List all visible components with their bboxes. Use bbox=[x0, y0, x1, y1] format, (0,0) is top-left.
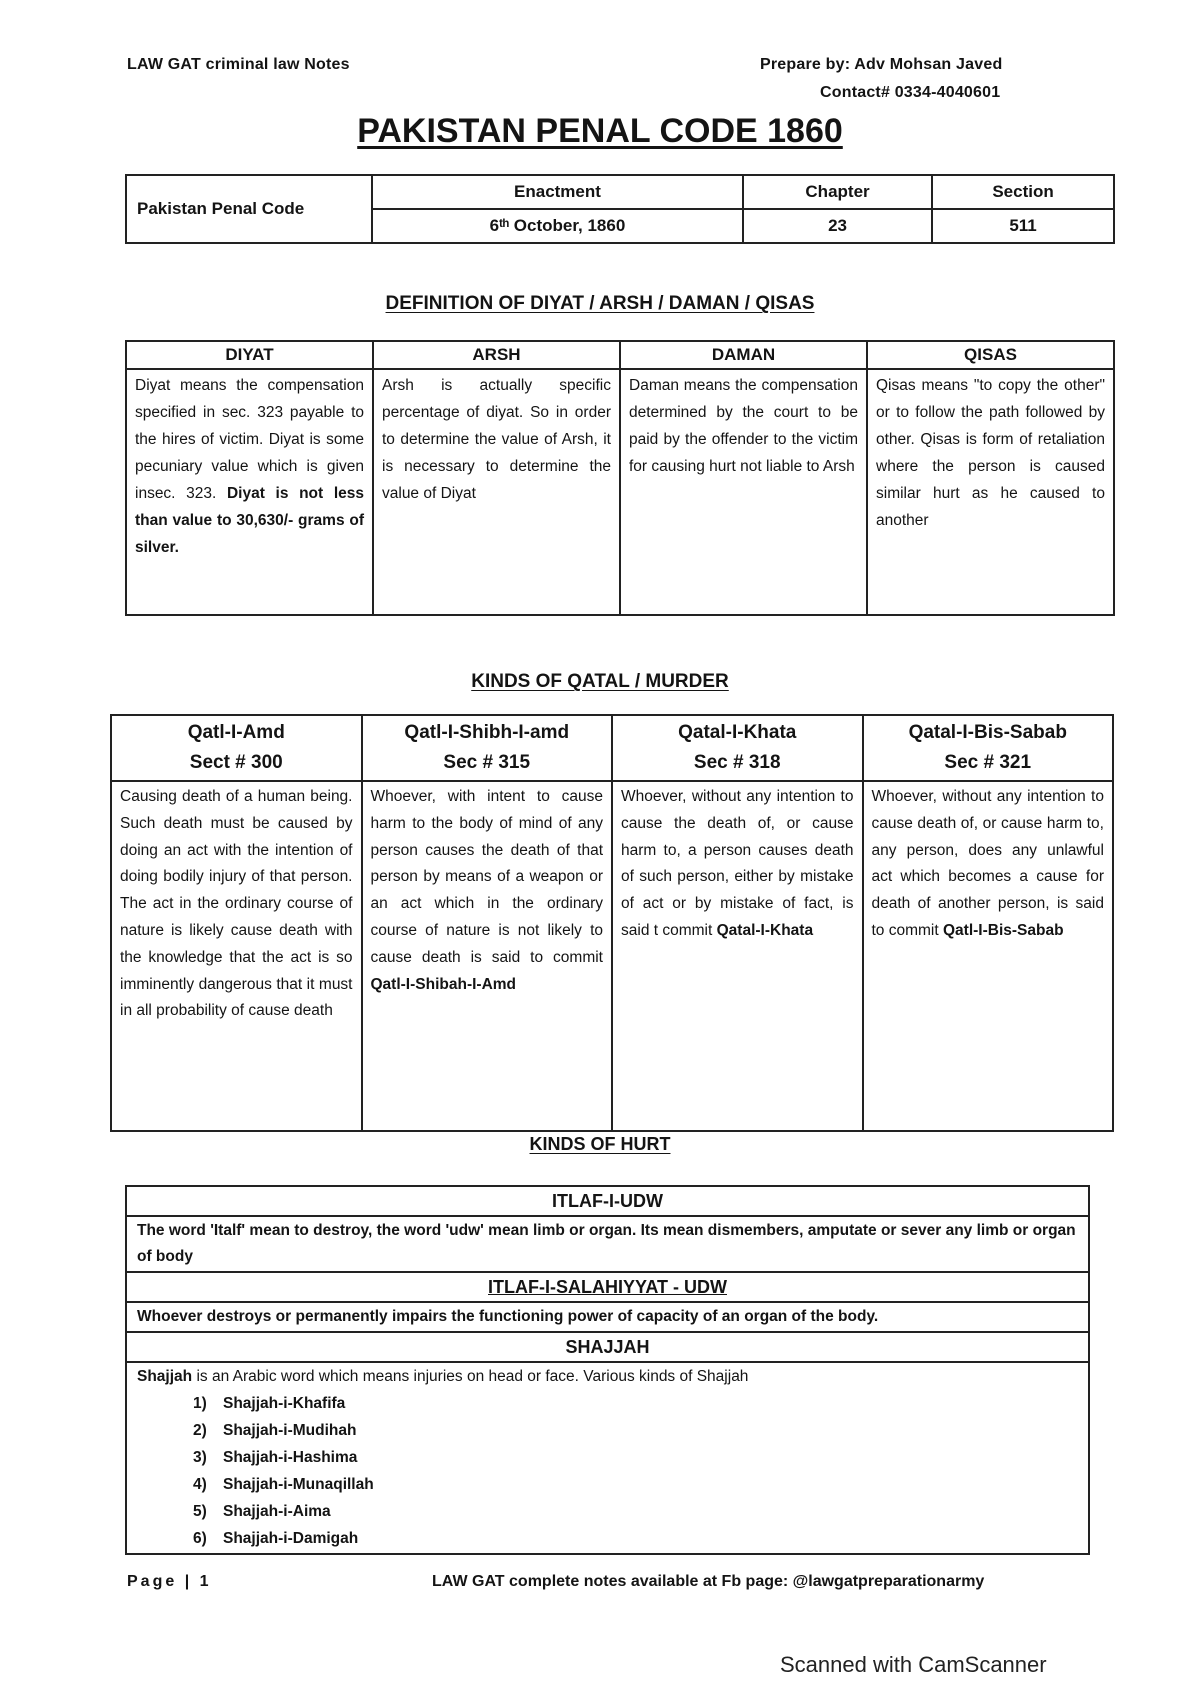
qatal-text: Causing death of a human being. Such death must be caused by doing an act with the intention of doing bodily injury of that person. The act in the ordinary course of nature is likely cause death with the knowledge that the act is so imminently dangerous that it must in all probability of cause death bbox=[120, 788, 353, 1020]
definition-text: Arsh is actually specific percentage of diyat. So in order to determine the value of Arsh, it is necessary to determine the value of Diyat bbox=[382, 377, 611, 502]
qatal-text: Whoever, without any intention to cause the death of, or cause harm to, a person causes death of such person, either by mistake of act or by mistake of fact, is said t commit bbox=[621, 788, 854, 939]
qatal-section: Sec # 318 bbox=[693, 752, 781, 773]
summary-value-section: 511 bbox=[932, 209, 1114, 243]
hurt-heading: KINDS OF HURT bbox=[529, 1134, 671, 1154]
qatal-cell-shibh bbox=[362, 781, 613, 1131]
qatal-bold-term: Qatal-I-Khata bbox=[716, 921, 814, 939]
qatal-section: Sect # 300 bbox=[189, 752, 283, 773]
definition-title-arsh: ARSH bbox=[373, 341, 620, 369]
qatal-bold-term: Qatl-I-Shibah-I-Amd bbox=[370, 975, 517, 993]
summary-table bbox=[125, 174, 1115, 244]
header-contact: Contact# 0334-4040601 bbox=[820, 84, 1001, 101]
salahiyyat-title-cell bbox=[126, 1272, 1089, 1302]
qatal-name: Qatl-I-Amd bbox=[187, 722, 285, 743]
summary-header-chapter: Chapter bbox=[743, 175, 932, 209]
qatal-section: Sec # 315 bbox=[443, 752, 531, 773]
shajjah-cell bbox=[126, 1362, 1089, 1554]
qatal-name: Qatl-I-Shibh-I-amd bbox=[404, 722, 570, 743]
qatal-table bbox=[110, 714, 1114, 1132]
list-item: 2) Shajjah-i-Mudihah bbox=[193, 1422, 357, 1439]
definition-cell-qisas bbox=[867, 369, 1114, 615]
qatal-section: Sec # 321 bbox=[944, 752, 1032, 773]
definition-text: Qisas means "to copy the other" or to follow the path followed by other. Qisas is form of retaliation where the person is caused similar hurt as he caused to another bbox=[876, 377, 1105, 529]
shajjah-title: SHAJJAH bbox=[126, 1332, 1089, 1362]
qatal-heading: KINDS OF QATAL / MURDER bbox=[471, 671, 729, 692]
footer-note: LAW GAT complete notes available at Fb page: @lawgatpreparationarmy bbox=[432, 1573, 985, 1590]
salahiyyat-text: Whoever destroys or permanently impairs the functioning power of capacity of an organ of the body. bbox=[126, 1302, 1089, 1332]
qatal-title-shibh bbox=[362, 715, 613, 781]
qatal-title-bis-sabab bbox=[863, 715, 1114, 781]
definition-title-qisas: QISAS bbox=[867, 341, 1114, 369]
definitions-heading: DEFINITION OF DIYAT / ARSH / DAMAN / QISAS bbox=[385, 293, 815, 314]
hurt-table bbox=[125, 1185, 1090, 1555]
qatal-name: Qatal-I-Bis-Sabab bbox=[908, 722, 1067, 743]
scanner-watermark: Scanned with CamScanner bbox=[780, 1652, 1047, 1677]
qatal-cell-bis-sabab bbox=[863, 781, 1114, 1131]
shajjah-kinds-list bbox=[137, 1390, 1078, 1552]
qatal-cell-khata bbox=[612, 781, 863, 1131]
page-number: Page | 1 bbox=[127, 1573, 212, 1590]
header-author: Prepare by: Adv Mohsan Javed bbox=[760, 56, 1003, 73]
salahiyyat-title: ITLAF-I-SALAHIYYAT - UDW bbox=[488, 1277, 727, 1297]
qatal-cell-amd bbox=[111, 781, 362, 1131]
shajjah-text: is an Arabic word which means injuries on head or face. Various kinds of Shajjah bbox=[192, 1368, 749, 1385]
definition-bold-text: Diyat is not less than value to 30,630/- grams of silver. bbox=[135, 485, 365, 556]
itlaf-text: The word 'Italf' mean to destroy, the word 'udw' mean limb or organ. Its mean dismembers, amputate or sever any limb or organ of body bbox=[126, 1216, 1089, 1272]
qatal-bold-term: Qatl-I-Bis-Sabab bbox=[943, 921, 1064, 939]
definitions-table bbox=[125, 340, 1115, 616]
definition-text: Diyat means the compensation specified in sec. 323 payable to the hires of victim. Diyat is some pecuniary value which is given insec. 323. bbox=[135, 377, 364, 502]
summary-value-enactment: 6ᵗʰ October, 1860 bbox=[372, 209, 743, 243]
definition-cell-daman bbox=[620, 369, 867, 615]
list-item: 4) Shajjah-i-Munaqillah bbox=[193, 1476, 374, 1493]
qatal-text: Whoever, without any intention to cause death of, or cause harm to, any person, does any unlawful act which becomes a cause for death of another person, is said to commit bbox=[871, 788, 1104, 939]
definition-cell-arsh bbox=[373, 369, 620, 615]
itlaf-title: ITLAF-I-UDW bbox=[126, 1186, 1089, 1216]
definition-title-diyat: DIYAT bbox=[126, 341, 373, 369]
qatal-name: Qatal-I-Khata bbox=[678, 722, 797, 743]
definition-text: Daman means the compensation determined by the court to be paid by the offender to the victim for causing hurt not liable to Arsh bbox=[629, 377, 858, 475]
summary-row-label: Pakistan Penal Code bbox=[126, 175, 372, 243]
list-item: 5) Shajjah-i-Aima bbox=[193, 1503, 331, 1520]
list-item: 3) Shajjah-i-Hashima bbox=[193, 1449, 358, 1466]
qatal-title-khata bbox=[612, 715, 863, 781]
summary-value-chapter: 23 bbox=[743, 209, 932, 243]
page-title: PAKISTAN PENAL CODE 1860 bbox=[357, 112, 843, 150]
qatal-title-amd bbox=[111, 715, 362, 781]
shajjah-word: Shajjah bbox=[137, 1368, 193, 1385]
list-item: 1) Shajjah-i-Khafifa bbox=[193, 1395, 346, 1412]
summary-header-section: Section bbox=[932, 175, 1114, 209]
definition-cell-diyat bbox=[126, 369, 373, 615]
qatal-text: Whoever, with intent to cause harm to the body of mind of any person causes the death of that person by means of a weapon or an act which in the ordinary course of nature is not likely to cause death is said to commit bbox=[370, 788, 603, 966]
summary-header-enactment: Enactment bbox=[372, 175, 743, 209]
definition-title-daman: DAMAN bbox=[620, 341, 867, 369]
list-item: 6) Shajjah-i-Damigah bbox=[193, 1530, 359, 1547]
header-left: LAW GAT criminal law Notes bbox=[127, 56, 350, 73]
